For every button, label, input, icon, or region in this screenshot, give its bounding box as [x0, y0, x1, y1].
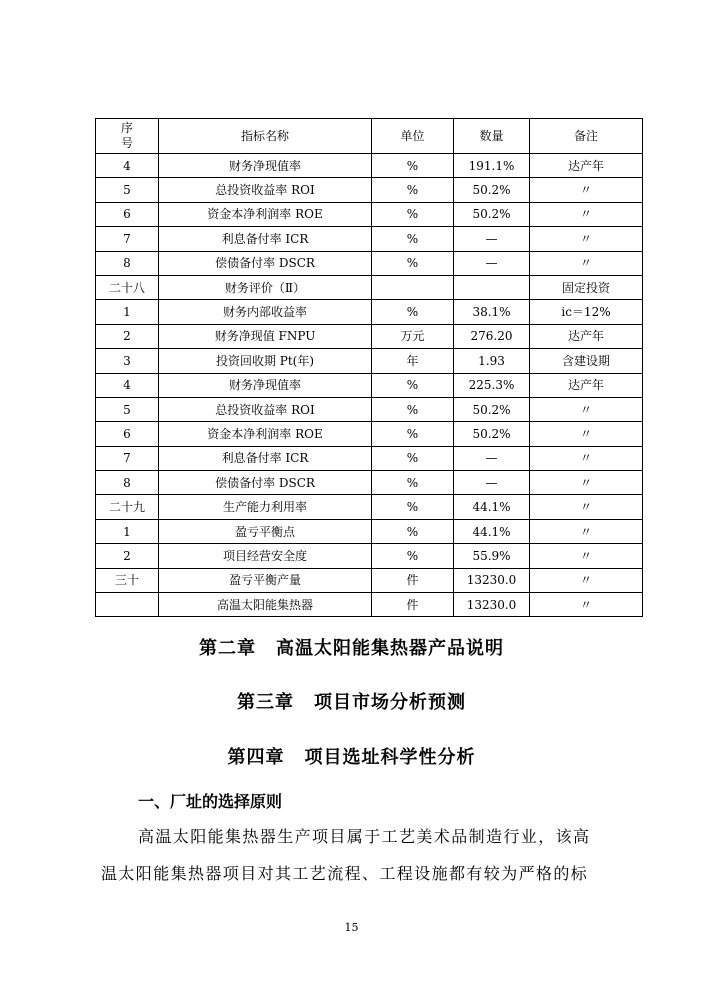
table-row: [96, 154, 643, 178]
cell-unit: %: [372, 495, 454, 519]
cell-remarks: 〃: [530, 178, 643, 202]
cell-unit: %: [372, 446, 454, 470]
cell-indicator-name: 生产能力利用率: [159, 495, 372, 519]
cell-remarks: 固定投资: [530, 275, 643, 299]
table-row: [96, 275, 643, 299]
cell-unit: %: [372, 300, 454, 324]
cell-unit: %: [372, 471, 454, 495]
cell-index: 1: [96, 519, 159, 543]
cell-unit: 万元: [372, 324, 454, 348]
cell-indicator-name: 利息备付率 ICR: [159, 446, 372, 470]
cell-remarks: 〃: [530, 544, 643, 568]
cell-indicator-name: 财务评价（Ⅱ）: [159, 275, 372, 299]
table-row: [96, 397, 643, 421]
cell-indicator-name: 资金本净利润率 ROE: [159, 422, 372, 446]
cell-unit: %: [372, 397, 454, 421]
cell-unit: 件: [372, 568, 454, 592]
cell-indicator-name: 财务净现值率: [159, 373, 372, 397]
paragraph-line-2: 温太阳能集热器项目对其工艺流程、工程设施都有较为严格的标: [101, 864, 589, 883]
cell-indicator-name: 高温太阳能集热器: [159, 593, 372, 617]
cell-remarks: 〃: [530, 227, 643, 251]
chapter-number: 第二章: [199, 638, 256, 659]
table-row: [96, 495, 643, 519]
cell-remarks: 〃: [530, 202, 643, 226]
cell-index: 2: [96, 544, 159, 568]
cell-unit: %: [372, 373, 454, 397]
table-row: [96, 446, 643, 470]
cell-remarks: 含建设期: [530, 349, 643, 373]
cell-index: 二十八: [96, 275, 159, 299]
cell-indicator-name: 总投资收益率 ROI: [159, 397, 372, 421]
financial-indicators-table: [95, 118, 643, 617]
chapter-title: 高温太阳能集热器产品说明: [276, 638, 504, 659]
cell-quantity: [454, 275, 530, 299]
cell-index: 8: [96, 251, 159, 275]
cell-index: 1: [96, 300, 159, 324]
cell-index: 5: [96, 397, 159, 421]
paragraph-line-1: 高温太阳能集热器生产项目属于工艺美术品制造行业，该高: [138, 827, 591, 846]
cell-index: 8: [96, 471, 159, 495]
cell-remarks: 〃: [530, 519, 643, 543]
cell-quantity: 44.1%: [454, 519, 530, 543]
cell-index: 6: [96, 202, 159, 226]
cell-quantity: —: [454, 251, 530, 275]
chapter-heading-3: [0, 688, 703, 714]
cell-quantity: 276.20: [454, 324, 530, 348]
cell-quantity: 13230.0: [454, 568, 530, 592]
cell-index: 3: [96, 349, 159, 373]
table-row: [96, 324, 643, 348]
cell-index: 三十: [96, 568, 159, 592]
cell-unit: %: [372, 251, 454, 275]
cell-index: [96, 593, 159, 617]
cell-index: 7: [96, 446, 159, 470]
cell-remarks: 达产年: [530, 324, 643, 348]
header-indicator-name: 指标名称: [159, 119, 372, 154]
table-row: [96, 227, 643, 251]
cell-remarks: 〃: [530, 422, 643, 446]
cell-indicator-name: 总投资收益率 ROI: [159, 178, 372, 202]
cell-index: 7: [96, 227, 159, 251]
cell-remarks: 〃: [530, 593, 643, 617]
cell-remarks: 达产年: [530, 154, 643, 178]
table-row: [96, 349, 643, 373]
table-row: [96, 519, 643, 543]
header-index-text: 序号: [120, 121, 133, 150]
cell-unit: 件: [372, 593, 454, 617]
cell-index: 4: [96, 154, 159, 178]
cell-remarks: 〃: [530, 397, 643, 421]
table-row: [96, 422, 643, 446]
cell-quantity: 50.2%: [454, 422, 530, 446]
table-row: [96, 593, 643, 617]
cell-unit: %: [372, 178, 454, 202]
cell-quantity: 1.93: [454, 349, 530, 373]
table-row: [96, 300, 643, 324]
table-row: [96, 544, 643, 568]
table-row: [96, 251, 643, 275]
cell-quantity: 191.1%: [454, 154, 530, 178]
table-header-row: [96, 119, 643, 154]
table-row: [96, 568, 643, 592]
cell-unit: %: [372, 154, 454, 178]
cell-indicator-name: 财务净现值率: [159, 154, 372, 178]
page-number: 15: [344, 921, 359, 934]
chapter-number: 第三章: [237, 692, 294, 713]
cell-remarks: 〃: [530, 495, 643, 519]
cell-indicator-name: 偿债备付率 DSCR: [159, 251, 372, 275]
table-body: [96, 154, 643, 617]
chapter-heading-2: [0, 634, 703, 660]
cell-unit: %: [372, 202, 454, 226]
cell-unit: %: [372, 422, 454, 446]
cell-indicator-name: 财务净现值 FNPU: [159, 324, 372, 348]
cell-indicator-name: 资金本净利润率 ROE: [159, 202, 372, 226]
cell-index: 二十九: [96, 495, 159, 519]
chapter-title: 项目市场分析预测: [314, 692, 466, 713]
cell-quantity: 55.9%: [454, 544, 530, 568]
chapter-title: 项目选址科学性分析: [304, 747, 476, 768]
cell-quantity: 13230.0: [454, 593, 530, 617]
table-row: [96, 373, 643, 397]
cell-quantity: 38.1%: [454, 300, 530, 324]
cell-quantity: —: [454, 227, 530, 251]
cell-index: 2: [96, 324, 159, 348]
cell-indicator-name: 财务内部收益率: [159, 300, 372, 324]
cell-indicator-name: 项目经营安全度: [159, 544, 372, 568]
cell-remarks: 达产年: [530, 373, 643, 397]
cell-remarks: 〃: [530, 446, 643, 470]
cell-quantity: —: [454, 446, 530, 470]
cell-index: 4: [96, 373, 159, 397]
cell-quantity: 225.3%: [454, 373, 530, 397]
cell-quantity: 50.2%: [454, 397, 530, 421]
cell-quantity: 50.2%: [454, 178, 530, 202]
cell-indicator-name: 投资回收期 Pt(年): [159, 349, 372, 373]
cell-index: 6: [96, 422, 159, 446]
cell-indicator-name: 偿债备付率 DSCR: [159, 471, 372, 495]
header-index: [96, 119, 159, 154]
cell-index: 5: [96, 178, 159, 202]
cell-unit: %: [372, 544, 454, 568]
cell-quantity: —: [454, 471, 530, 495]
cell-indicator-name: 利息备付率 ICR: [159, 227, 372, 251]
header-remarks: 备注: [530, 119, 643, 154]
cell-remarks: 〃: [530, 471, 643, 495]
cell-remarks: 〃: [530, 251, 643, 275]
chapter-number: 第四章: [227, 747, 285, 768]
cell-indicator-name: 盈亏平衡点: [159, 519, 372, 543]
cell-indicator-name: 盈亏平衡产量: [159, 568, 372, 592]
table-row: [96, 178, 643, 202]
chapter-heading-4: [0, 743, 703, 769]
cell-quantity: 50.2%: [454, 202, 530, 226]
cell-unit: %: [372, 519, 454, 543]
header-quantity: 数量: [454, 119, 530, 154]
cell-quantity: 44.1%: [454, 495, 530, 519]
header-unit: 单位: [372, 119, 454, 154]
cell-remarks: 〃: [530, 568, 643, 592]
section-heading: 一、厂址的选择原则: [138, 792, 283, 811]
cell-unit: %: [372, 227, 454, 251]
table-row: [96, 202, 643, 226]
cell-unit: [372, 275, 454, 299]
table-row: [96, 471, 643, 495]
cell-unit: 年: [372, 349, 454, 373]
cell-remarks: ic＝12%: [530, 300, 643, 324]
